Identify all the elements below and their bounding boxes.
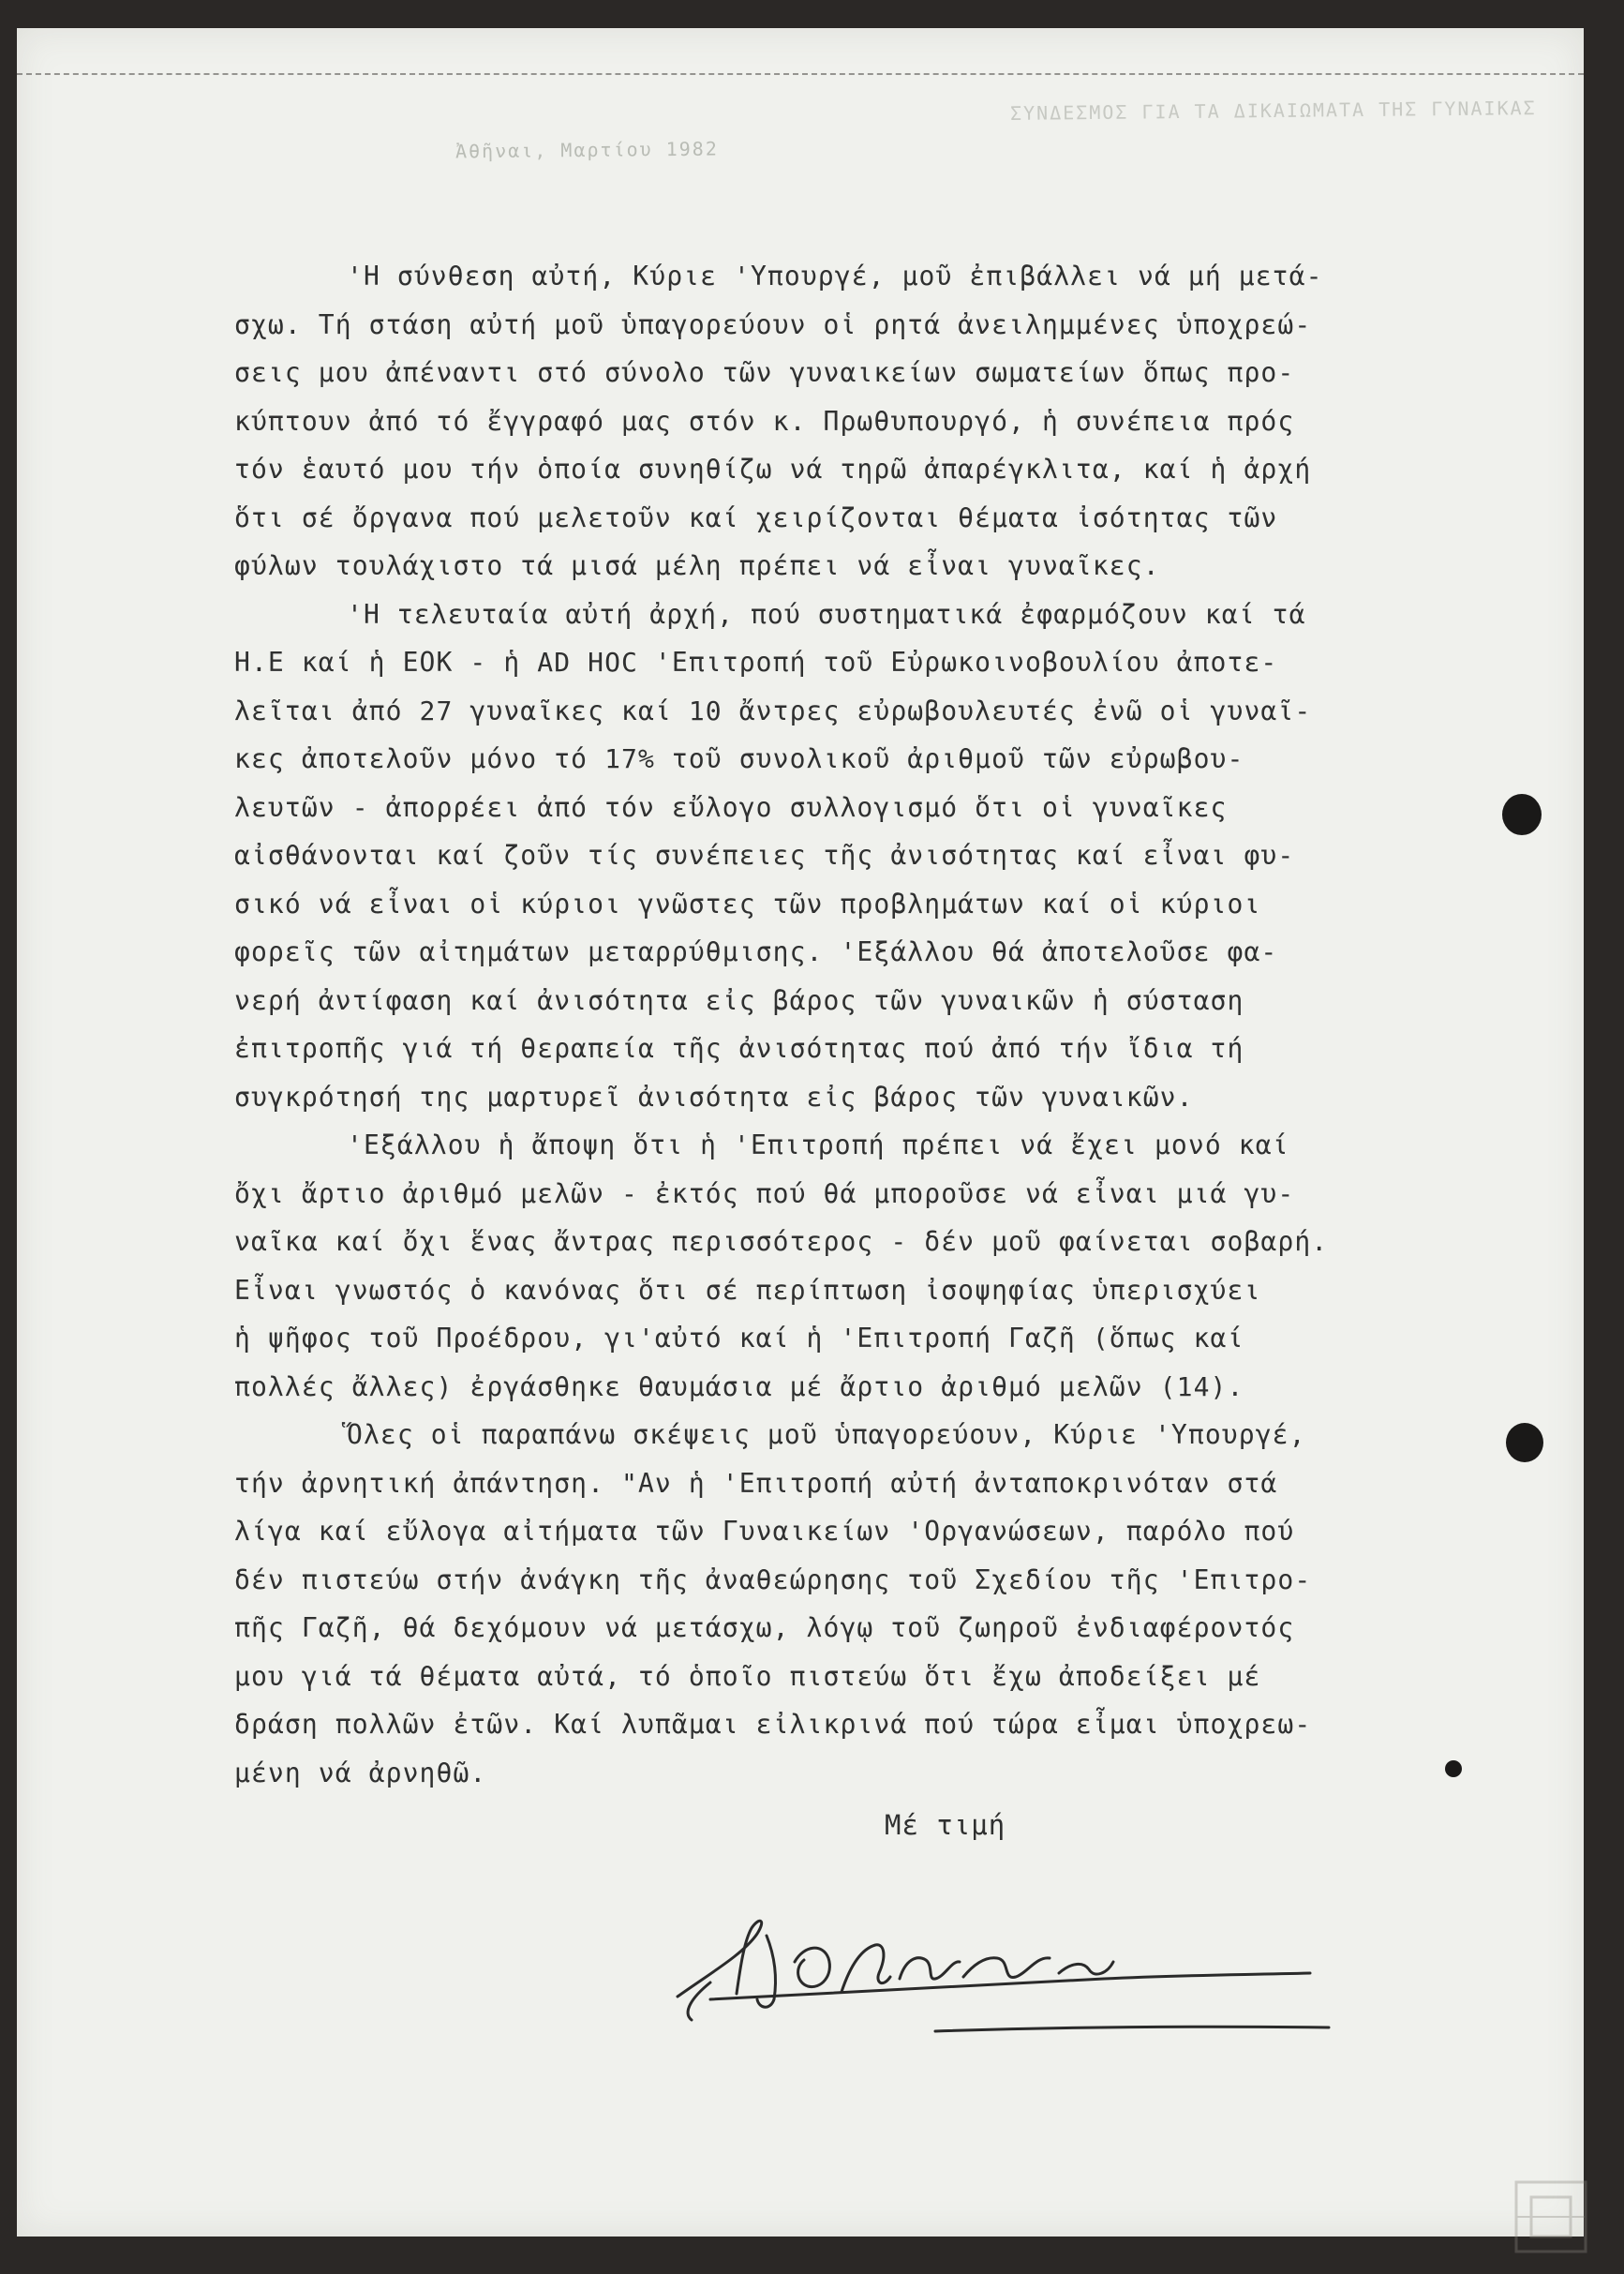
text-line: Εἶναι γνωστός ὁ κανόνας ὅτι σέ περίπτωση ἰσοψηφίας ὑπερισχύει (234, 1274, 1261, 1306)
text-line: 'Εξάλλου ἡ ἄποψη ὅτι ἡ 'Επιτροπή πρέπει νά ἔχει μονό καί (347, 1130, 1289, 1160)
text-line: κες ἀποτελοῦν μόνο τό 17% τοῦ συνολικοῦ ἀριθμοῦ τῶν εὐρωβου- (234, 743, 1244, 774)
text-line: αἰσθάνονται καί ζοῦν τίς συνέπειες τῆς ἀνισότητας καί εἶναι φυ- (234, 840, 1295, 871)
text-line: κύπτουν ἀπό τό ἔγγραφό μας στόν κ. Πρωθυπουργό, ἡ συνέπεια πρός (234, 405, 1295, 437)
text-line: Ὅλες οἱ παραπάνω σκέψεις μοῦ ὑπαγορεύουν, Κύριε 'Υπουργέ, (347, 1419, 1306, 1450)
document-page (17, 28, 1584, 2237)
text-line: πῆς Γαζῆ, θά δεχόμουν νά μετάσχω, λόγῳ τοῦ ζωηροῦ ἐνδιαφέροντός (234, 1612, 1295, 1643)
text-line: ἡ ψῆφος τοῦ Προέδρου, γι'αὐτό καί ἡ 'Επιτροπή Γαζῆ (ὅπως καί (234, 1323, 1244, 1354)
text-line: σχω. Τή στάση αὐτή μοῦ ὑπαγορεύουν οἱ ρητά ἀνειλημμένες ὑποχρεώ- (234, 308, 1312, 340)
text-line: δέν πιστεύω στήν ἀνάγκη τῆς ἀναθεώρησης τοῦ Σχεδίου τῆς 'Επιτρο- (234, 1563, 1312, 1595)
text-line: ὅτι σέ ὄργανα πού μελετοῦν καί χειρίζονται θέματα ἰσότητας τῶν (234, 501, 1278, 533)
perforation-line (17, 73, 1584, 77)
ghost-letterhead: ΣΥΝΔΕΣΜΟΣ ΓΙΑ ΤΑ ΔΙΚΑΙΩΜΑΤΑ ΤΗΣ ΓΥΝΑΙΚΑΣ (1009, 97, 1537, 125)
text-line: 'Η σύνθεση αὐτή, Κύριε 'Υπουργέ, μοῦ ἐπιβάλλει νά μή μετά- (347, 261, 1323, 292)
text-line: σεις μου ἀπέναντι στό σύνολο τῶν γυναικείων σωματείων ὅπως προ- (234, 357, 1295, 388)
text-line: φορεῖς τῶν αἰτημάτων μεταρρύθμισης. 'Εξάλλου θά ἀποτελοῦσε φα- (234, 936, 1278, 967)
text-line: ἐπιτροπῆς γιά τή θεραπεία τῆς ἀνισότητας πού ἀπό τήν ἴδια τή (234, 1033, 1244, 1064)
text-line: λίγα καί εὔλογα αἰτήματα τῶν Γυναικείων 'Οργανώσεων, παρόλο πού (234, 1516, 1295, 1547)
text-line: μου γιά τά θέματα αὐτά, τό ὁποῖο πιστεύω ὅτι ἔχω ἀποδείξει μέ (234, 1660, 1261, 1692)
punch-hole (1506, 1423, 1543, 1462)
text-line: φύλων τουλάχιστο τά μισά μέλη πρέπει νά εἶναι γυναῖκες. (234, 550, 1160, 581)
text-line: ναῖκα καί ὄχι ἕνας ἄντρας περισσότερος - δέν μοῦ φαίνεται σοβαρή. (234, 1226, 1329, 1257)
closing-salutation: Μέ τιμή (885, 1809, 1006, 1841)
archive-watermark-icon (1509, 2175, 1593, 2259)
text-line: πολλές ἄλλες) ἐργάσθηκε θαυμάσια μέ ἄρτιο ἀριθμό μελῶν (14). (234, 1370, 1244, 1402)
text-line: τόν ἑαυτό μου τήν ὁποία συνηθίζω νά τηρῶ ἀπαρέγκλιτα, καί ἡ ἀρχή (234, 454, 1312, 485)
text-line: λεῖται ἀπό 27 γυναῖκες καί 10 ἄντρες εὐρωβουλευτές ἐνῶ οἱ γυναῖ- (234, 695, 1312, 726)
punch-hole (1502, 794, 1542, 835)
text-line: λευτῶν - ἀπορρέει ἀπό τόν εὔλογο συλλογισμό ὅτι οἱ γυναῖκες (234, 791, 1228, 823)
text-line: τήν ἀρνητική ἀπάντηση. "Αν ἡ 'Επιτροπή αὐτή ἀνταποκρινόταν στά (234, 1467, 1278, 1499)
text-line: Η.Ε καί ἡ ΕΟΚ - ἡ AD HOC 'Επιτροπή τοῦ Εὐρωκοινοβουλίου ἀποτε- (234, 647, 1278, 678)
text-line: μένη νά ἀρνηθῶ. (234, 1757, 487, 1788)
text-line: συγκρότησή της μαρτυρεῖ ἀνισότητα εἰς βάρος τῶν γυναικῶν. (234, 1081, 1194, 1113)
ink-dot (1445, 1760, 1462, 1777)
text-line: σικό νά εἶναι οἱ κύριοι γνῶστες τῶν προβλημάτων καί οἱ κύριοι (234, 888, 1261, 920)
text-line: δράση πολλῶν ἐτῶν. Καί λυπᾶμαι εἰλικρινά πού τώρα εἶμαι ὑποχρεω- (234, 1709, 1312, 1740)
text-line: νερή ἀντίφαση καί ἀνισότητα εἰς βάρος τῶν γυναικῶν ἡ σύσταση (234, 984, 1244, 1016)
text-line: 'Η τελευταία αὐτή ἀρχή, πού συστηματικά ἐφαρμόζουν καί τά (347, 598, 1306, 630)
ghost-date: Ἀθῆναι, Μαρτίου 1982 (454, 137, 719, 163)
signature (654, 1889, 1348, 2048)
text-line: ὄχι ἄρτιο ἀριθμό μελῶν - ἐκτός πού θά μποροῦσε νά εἶναι μιά γυ- (234, 1177, 1295, 1209)
